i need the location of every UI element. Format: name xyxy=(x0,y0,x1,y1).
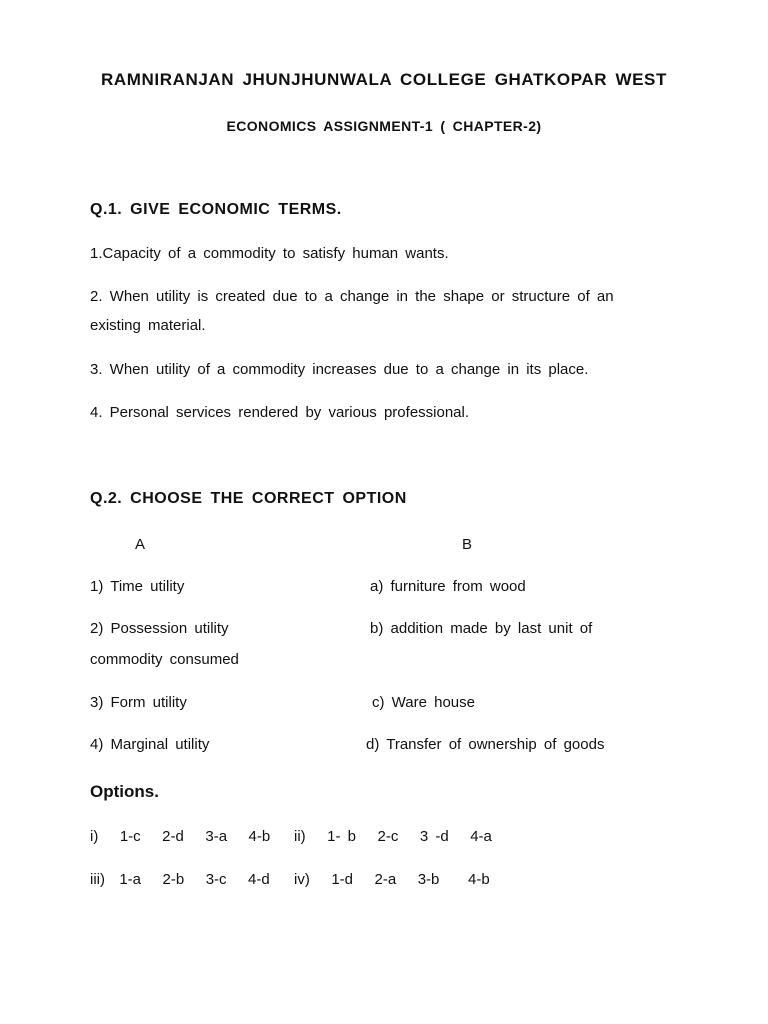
assignment-title: ECONOMICS ASSIGNMENT-1 ( CHAPTER-2) xyxy=(226,118,542,134)
match-b-2: b) addition made by last unit of xyxy=(370,620,593,637)
column-a-header: A xyxy=(135,536,146,553)
column-b-header: B xyxy=(462,536,473,553)
match-b-2-continuation: commodity consumed xyxy=(90,651,239,668)
option-i: i) 1-c 2-d 3-a 4-b xyxy=(90,828,271,845)
match-b-3: c) Ware house xyxy=(372,694,475,711)
q1-item-1: 1.Capacity of a commodity to satisfy human wants. xyxy=(90,245,449,262)
college-title: RAMNIRANJAN JHUNJHUNWALA COLLEGE GHATKOPAR WEST xyxy=(101,70,667,89)
match-a-1: 1) Time utility xyxy=(90,578,185,595)
option-iv: iv) 1-d 2-a 3-b 4-b xyxy=(294,871,490,888)
q2-heading: Q.2. CHOOSE THE CORRECT OPTION xyxy=(90,490,407,507)
q1-item-3: 3. When utility of a commodity increases due to a change in its place. xyxy=(90,361,589,378)
q1-item-4: 4. Personal services rendered by various professional. xyxy=(90,404,470,421)
q1-item-2: 2. When utility is created due to a change in the shape or structure of an existing material. xyxy=(90,288,614,334)
q1-heading: Q.1. GIVE ECONOMIC TERMS. xyxy=(90,201,342,218)
option-ii: ii) 1- b 2-c 3 -d 4-a xyxy=(294,828,492,845)
match-b-4: d) Transfer of ownership of goods xyxy=(366,736,605,753)
match-b-1: a) furniture from wood xyxy=(370,578,526,595)
match-a-3: 3) Form utility xyxy=(90,694,187,711)
match-a-4: 4) Marginal utility xyxy=(90,736,210,753)
match-a-2: 2) Possession utility xyxy=(90,620,229,637)
option-iii: iii) 1-a 2-b 3-c 4-d xyxy=(90,871,270,888)
options-heading: Options. xyxy=(90,782,159,801)
